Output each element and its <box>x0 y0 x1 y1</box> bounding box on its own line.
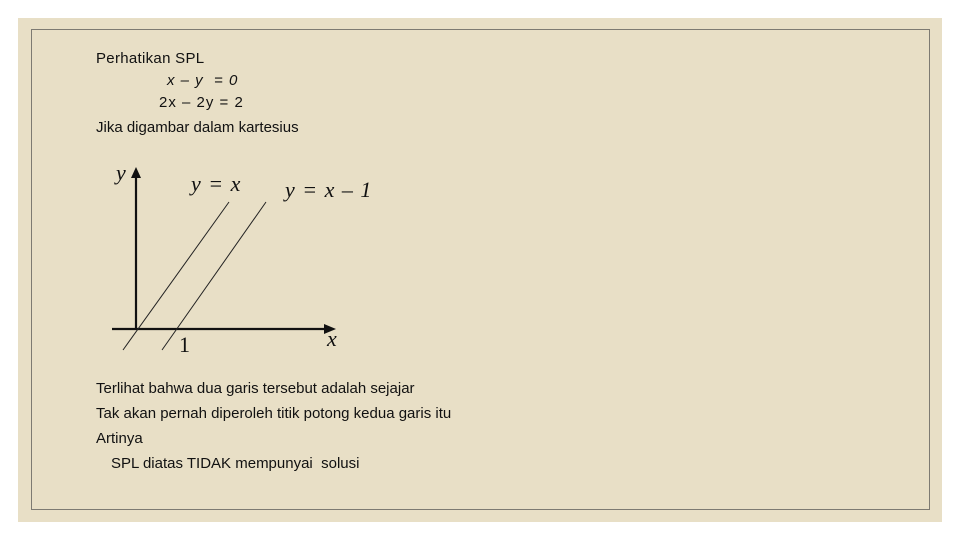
x-axis-label: x <box>327 326 337 351</box>
y-axis-label: y <box>116 160 126 185</box>
equation-1: x – y = 0 <box>167 72 239 89</box>
line-y-equals-x-minus-1 <box>162 202 266 350</box>
x-tick-label: 1 <box>179 332 190 357</box>
equation-2: 2x – 2y = 2 <box>159 94 244 111</box>
conclusion-line-3: Artinya <box>96 430 143 447</box>
line-y-equals-x <box>123 202 229 350</box>
conclusion-line-4: SPL diatas TIDAK mempunyai solusi <box>111 455 360 472</box>
line-2-label: y = x – 1 <box>285 177 373 202</box>
conclusion-line-2: Tak akan pernah diperoleh titik potong kedua garis itu <box>96 405 452 422</box>
line-1-label: y = x <box>191 171 242 196</box>
y-axis-arrow-icon <box>131 167 141 178</box>
slide-title: Perhatikan SPL <box>96 50 205 67</box>
conclusion-line-1: Terlihat bahwa dua garis tersebut adalah sejajar <box>96 380 415 397</box>
intro-text: Jika digambar dalam kartesius <box>96 119 299 136</box>
